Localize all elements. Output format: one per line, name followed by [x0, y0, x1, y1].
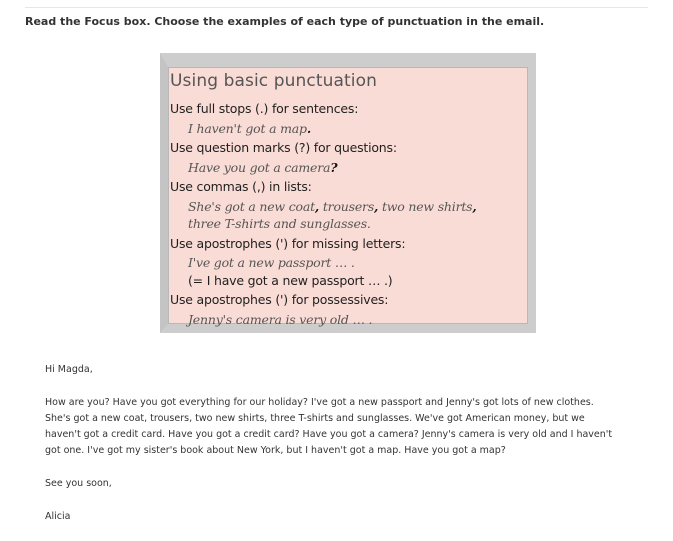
- example-apostrophe-possessive: Jenny's camera is very old … .: [188, 312, 373, 327]
- email-body: [45, 395, 615, 460]
- example-commas-line1: She's got a new coat, trousers, two new shirts,: [188, 199, 477, 214]
- rule-apostrophes-missing: Use apostrophes (') for missing letters:: [170, 236, 406, 251]
- email-body-line: How are you? Have you got everything for our holiday? I've got a new passport and Jenny's got lots of new clothes.: [45, 396, 594, 408]
- focus-box-title: Using basic punctuation: [170, 71, 377, 91]
- rule-apostrophes-possessive: Use apostrophes (') for possessives:: [170, 292, 389, 307]
- email-closing: See you soon,: [45, 478, 112, 490]
- email-body-line: haven't got a credit card. Have you got a credit card? Have you got a camera? Jenny's camera is very old and I haven't: [45, 429, 613, 441]
- email-text: [45, 362, 615, 541]
- email-signature: Alicia: [45, 510, 71, 522]
- example-full-stop: I haven't got a map.: [188, 121, 311, 136]
- email-greeting: Hi Magda,: [45, 364, 93, 375]
- exercise-instruction: Read the Focus box. Choose the examples of each type of punctuation in the email.: [25, 15, 545, 28]
- example-apostrophe-note: (= I have got a new passport … .): [188, 273, 393, 288]
- top-divider: [25, 7, 648, 8]
- rule-question-marks: Use question marks (?) for questions:: [170, 140, 397, 155]
- focus-box: [160, 53, 536, 333]
- example-apostrophe-missing: I've got a new passport … .: [188, 255, 355, 270]
- rule-commas: Use commas (,) in lists:: [170, 179, 312, 194]
- example-commas-line2: three T-shirts and sunglasses.: [188, 216, 371, 231]
- email-body-line: got one. I've got my sister's book about New York, but I haven't got a map. Have you got a map?: [45, 445, 506, 457]
- email-body-line: She's got a new coat, trousers, two new shirts, three T-shirts and sunglasses. We've got American money, but we: [45, 412, 585, 424]
- rule-full-stops: Use full stops (.) for sentences:: [170, 101, 359, 116]
- example-question-mark: Have you got a camera?: [188, 160, 338, 175]
